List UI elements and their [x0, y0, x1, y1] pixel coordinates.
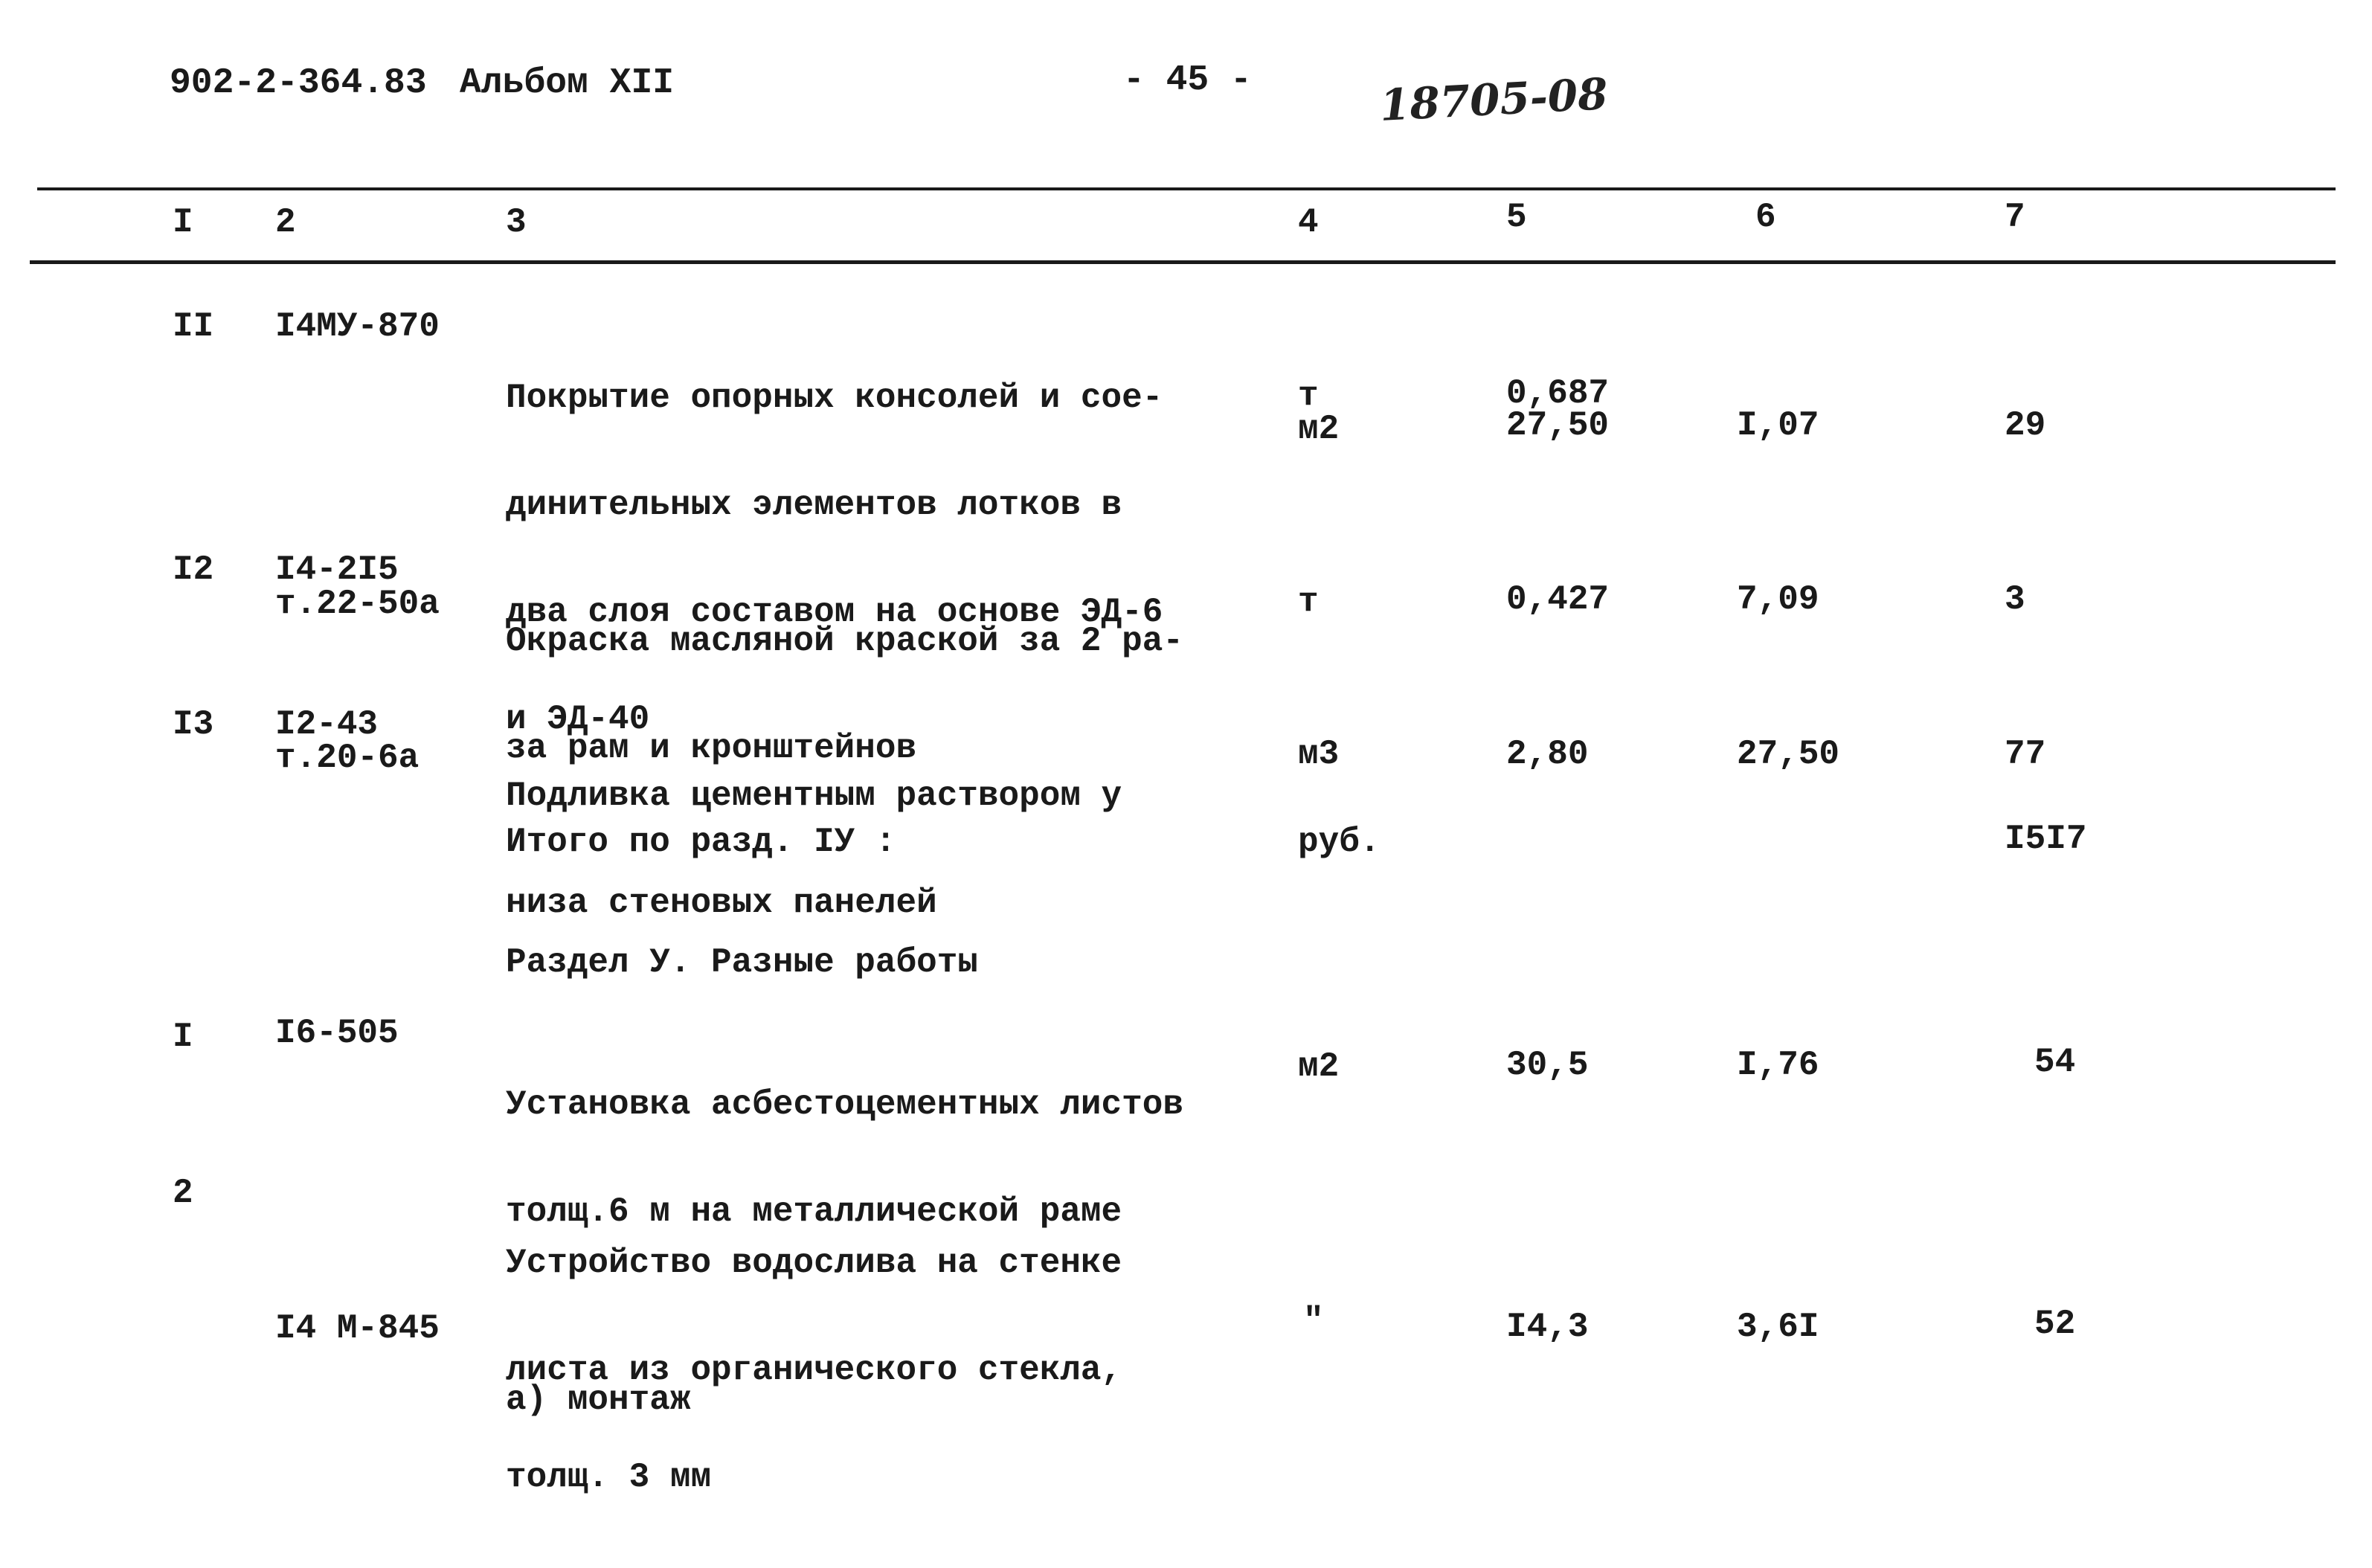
desc-line: Окраска масляной краской за 2 ра-: [506, 622, 1183, 661]
row-price: 3,6I: [1737, 1308, 1819, 1346]
desc-line: за рам и кронштейнов: [506, 729, 917, 768]
row-quantity: 0,687: [1506, 374, 1610, 413]
row-quantity: I4,3: [1506, 1308, 1589, 1346]
row-total: 54: [2034, 1043, 2076, 1082]
row-total: 52: [2034, 1305, 2076, 1343]
row-quantity: 30,5: [1506, 1046, 1589, 1085]
desc-line: и ЭД-40: [506, 700, 650, 739]
desc-line: листа из органического стекла,: [506, 1351, 1122, 1389]
row-total: 3: [2005, 580, 2025, 619]
desc-line: толщ.6 м на металлической раме: [506, 1192, 1122, 1231]
row-quantity: 27,50: [1506, 406, 1610, 445]
desc-line: динительных элементов лотков в: [506, 486, 1122, 524]
row-code: I2-43: [275, 705, 379, 744]
row-unit: м3: [1298, 735, 1340, 774]
row-number: 2: [173, 1174, 193, 1212]
desc-line: низа стеновых панелей: [506, 884, 937, 922]
col-header-1: I: [173, 203, 193, 242]
row-code: т.22-50а: [275, 585, 440, 623]
row-number: II: [173, 307, 214, 346]
row-total: 77: [2005, 735, 2046, 774]
col-header-4: 4: [1298, 203, 1319, 242]
row-unit: т: [1298, 376, 1319, 415]
album-label: Альбом XII: [460, 63, 675, 103]
page-number: - 45 -: [1123, 60, 1252, 100]
row-code: I4МУ-870: [275, 307, 440, 346]
desc-line: два слоя составом на основе ЭД-6: [506, 593, 1163, 632]
row-quantity: 0,427: [1506, 580, 1610, 619]
desc-line: Покрытие опорных консолей и сое-: [506, 379, 1163, 417]
header-bottom-rule: [30, 260, 2336, 264]
col-header-2: 2: [275, 203, 296, 242]
col-header-6: 6: [1755, 198, 1776, 237]
row-unit: м2: [1298, 410, 1340, 449]
subtotal-total: I5I7: [2005, 820, 2087, 858]
handwritten-number-stamp: 18705-08: [1378, 68, 1610, 131]
subtotal-label: Итого по разд. IУ :: [506, 823, 896, 861]
row-code: т.20-6а: [275, 739, 420, 777]
header-top-rule: [37, 187, 2336, 190]
desc-line: а) монтаж: [506, 1381, 691, 1419]
desc-line: Установка асбестоцементных листов: [506, 1085, 1183, 1124]
row-number: I2: [173, 550, 214, 589]
row-price: I,07: [1737, 406, 1819, 445]
desc-line: Подливка цементным раствором у: [506, 777, 1122, 815]
row-code: I4 М-845: [275, 1309, 440, 1348]
row-description: [506, 1311, 690, 1489]
row-price: 27,50: [1737, 735, 1840, 774]
desc-line: Устройство водослива на стенке: [506, 1244, 1122, 1282]
row-unit: т: [1298, 582, 1319, 621]
desc-line: толщ. 3 мм: [506, 1458, 712, 1497]
row-total: 29: [2005, 406, 2046, 445]
row-unit-ditto: ": [1303, 1302, 1324, 1340]
subtotal-unit: руб.: [1298, 823, 1381, 861]
col-header-5: 5: [1506, 198, 1527, 237]
row-code: I4-2I5: [275, 550, 399, 589]
row-number: I3: [173, 705, 214, 744]
row-price: 7,09: [1737, 580, 1819, 619]
section-title: Раздел У. Разные работы: [506, 943, 978, 982]
col-header-7: 7: [2005, 198, 2025, 237]
doc-code: 902-2-364.83: [170, 63, 427, 103]
row-quantity: 2,80: [1506, 735, 1589, 774]
row-code: I6-505: [275, 1014, 399, 1053]
row-unit: м2: [1298, 1047, 1340, 1086]
col-header-3: 3: [506, 203, 527, 242]
row-price: I,76: [1737, 1046, 1819, 1085]
row-number: I: [173, 1018, 193, 1056]
